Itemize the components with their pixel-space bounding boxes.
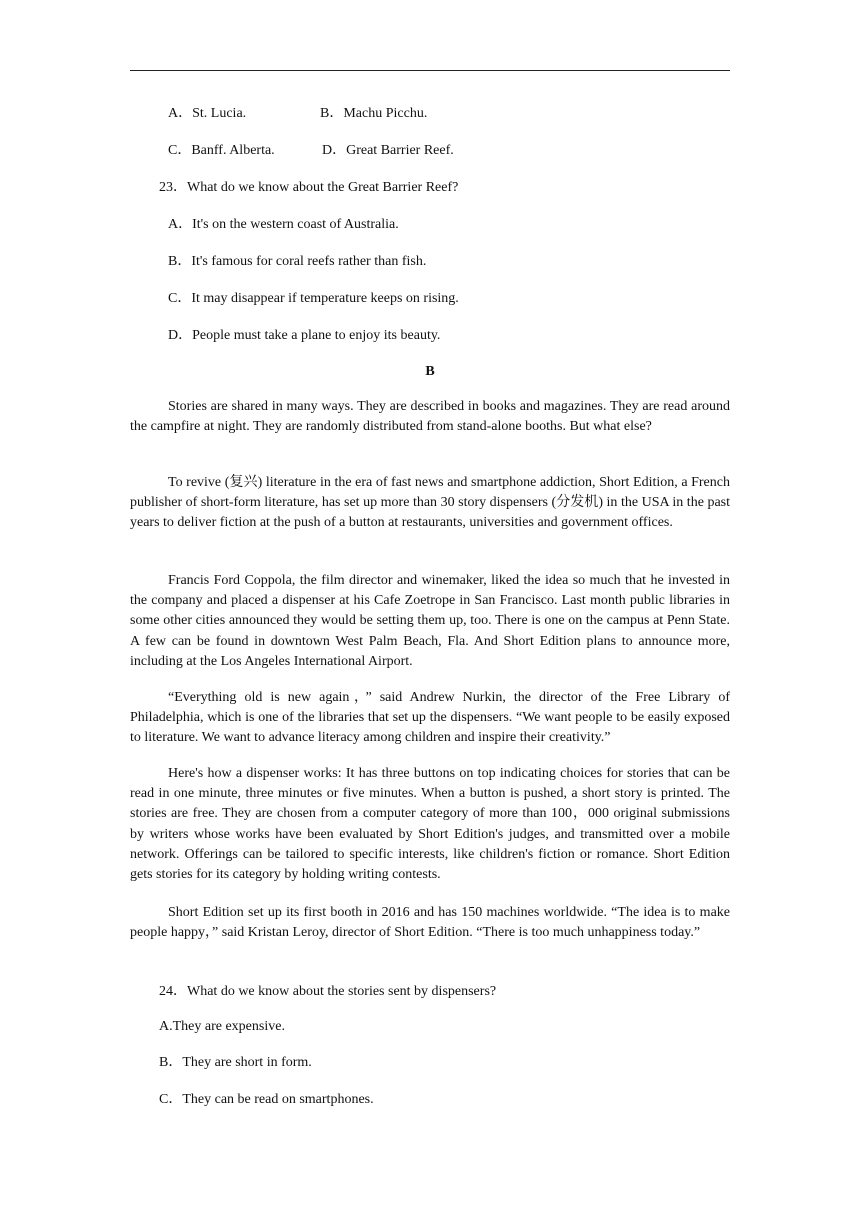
passage-paragraph-3: Francis Ford Coppola, the film director and winemaker, liked the idea so much that he invested in the company and placed a dispenser at his Cafe Zoetrope in San Francisco. Last month public libraries in some other cities announced they would be setting them up, too. There is one on the campus at Penn State. A few can be found in downtown West Palm Beach, Fla. And Short Edition plans to announce more, including at the Los Angeles International Airport.	[130, 573, 730, 669]
q22-option-b: B．Machu Picchu.	[320, 106, 428, 121]
header-rule	[130, 70, 730, 71]
passage-paragraph-5: Here's how a dispenser works: It has three buttons on top indicating choices for stories that can be read in one minute, three minutes or five minutes. When a button is pushed, a short story is printed. The stories are free. They are chosen from a computer category of more than 100，000 original submissions by writers whose works have been evaluated by Short Edition's judges, and transmitted over a mobile network. Offerings can be tailored to specific interests, like children's fiction or romance. Short Edition gets stories for its category by holding writing contests.	[130, 766, 730, 883]
q24-option-c: C．They can be read on smartphones.	[159, 1092, 374, 1107]
q22-option-a: A．St. Lucia.	[168, 106, 247, 121]
q22-option-c: C．Banff. Alberta.	[168, 143, 275, 158]
q23-stem: 23．What do we know about the Great Barrier Reef?	[159, 180, 459, 195]
q23-option-c: C．It may disappear if temperature keeps on rising.	[168, 291, 459, 306]
section-heading: B	[425, 364, 435, 379]
q24-option-b: B．They are short in form.	[159, 1055, 312, 1070]
q23-option-d: D．People must take a plane to enjoy its beauty.	[168, 328, 441, 343]
q22-option-d: D．Great Barrier Reef.	[322, 143, 454, 158]
passage-paragraph-2: To revive (复兴) literature in the era of fast news and smartphone addiction, Short Edition, a French publisher of short-form literature, has set up more than 30 story dispensers (分发机) in the USA in the past years to deliver fiction at the push of a button at restaurants, universities and government offices.	[130, 475, 730, 531]
passage-paragraph-4: “Everything old is new again，” said Andrew Nurkin, the director of the Free Library of Philadelphia, which is one of the libraries that set up the dispensers. “We want people to be easily exposed to literature. We want to advance literacy among children and inspire their creativity.”	[130, 690, 730, 746]
q23-option-b: B．It's famous for coral reefs rather than fish.	[168, 254, 427, 269]
q23-option-a: A．It's on the western coast of Australia.	[168, 217, 399, 232]
passage-paragraph-6: Short Edition set up its first booth in 2016 and has 150 machines worldwide. “The idea is to make people happy，” said Kristan Leroy, director of Short Edition. “There is too much unhappiness today.”	[130, 905, 730, 941]
q24-stem: 24．What do we know about the stories sent by dispensers?	[159, 984, 497, 999]
q24-option-a: A.They are expensive.	[159, 1019, 285, 1034]
passage-paragraph-1: Stories are shared in many ways. They are described in books and magazines. They are read around the campfire at night. They are randomly distributed from stand-alone booths. But what else?	[130, 399, 730, 435]
